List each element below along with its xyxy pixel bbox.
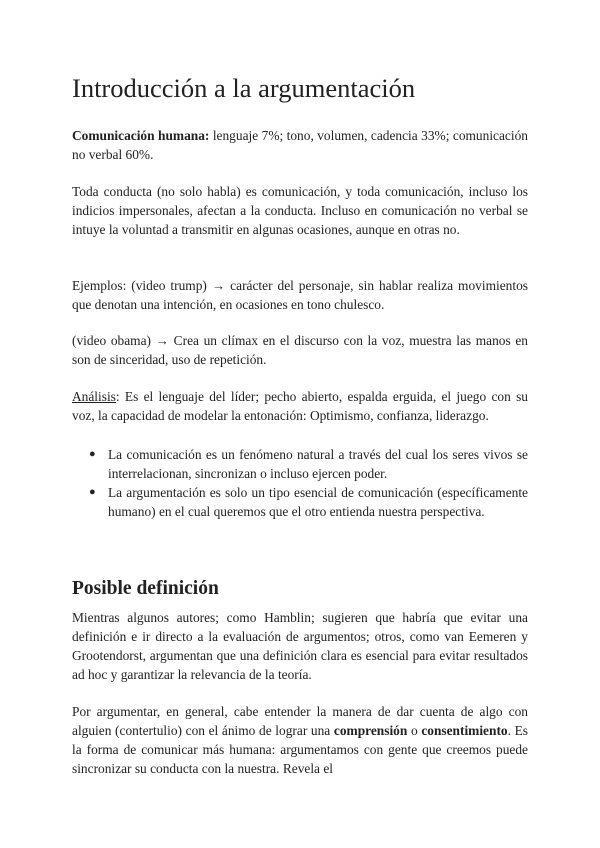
paragraph-text: : Es el lenguaje del líder; pecho abierto, espalda erguida, el juego con su voz, la capacidad de modelar la entonación: Optimismo, confianza, liderazgo. <box>72 389 528 423</box>
paragraph-text: Por argumentar, en general, cabe entender la manera de dar cuenta de algo con alguien (contertulio) con el ánimo de lograr una <box>72 704 528 738</box>
paragraph-text: lenguaje 7%; tono, volumen, cadencia 33%; comunicación no verbal 60%. <box>72 128 528 162</box>
list-item <box>72 483 528 521</box>
paragraph-autores: Mientras algunos autores; como Hamblin; sugieren que habría que evitar una definición e ir directo a la evaluación de argumentos; otros, como van Eemeren y Grootendorst, argumentan que una definición clara es esencial para evitar resultados ad hoc y garantizar la relevancia de la teoría. <box>72 610 528 682</box>
underlined-label: Análisis <box>72 389 116 404</box>
paragraph-argumentar <box>72 702 528 778</box>
list-item-text: La comunicación es un fenómeno natural a través del cual los seres vivos se interrelacionan, sincronizan o incluso ejercen poder. <box>108 447 528 481</box>
bold-term: consentimiento <box>421 723 508 738</box>
paragraph-text: o <box>407 723 422 738</box>
paragraph-comunicacion-humana <box>72 126 528 164</box>
document-title: Introducción a la argumentación <box>72 73 416 103</box>
list-item <box>72 445 528 483</box>
bold-label: Comunicación humana: <box>72 128 210 143</box>
section-heading: Posible definición <box>72 578 219 599</box>
paragraph-ejemplos: Ejemplos: (video trump) → carácter del personaje, sin hablar realiza movimientos que denotan una intención, en ocasiones en tono chulesco. <box>72 278 528 312</box>
bullet-icon: ● <box>89 448 96 460</box>
bold-term: comprensión <box>333 723 408 738</box>
paragraph-conducta: Toda conducta (no solo habla) es comunicación, y toda comunicación, incluso los indicios impersonales, afectan a la conducta. Incluso en comunicación no verbal se intuye la voluntad a transmitir en algunas ocasiones, aunque en otras no. <box>72 184 528 237</box>
paragraph-text: . Es la forma de comunicar más humana: argumentamos con gente que creemos puede sincronizar su conducta con la nuestra. Revela el <box>72 723 528 776</box>
bullet-list <box>72 445 528 521</box>
list-item-text: La argumentación es solo un tipo esencial de comunicación (específicamente humano) en el cual queremos que el otro entienda nuestra perspectiva. <box>108 485 528 519</box>
bullet-icon: ● <box>89 486 96 498</box>
paragraph-analisis <box>72 387 528 425</box>
paragraph-obama: (video obama) → Crea un clímax en el discurso con la voz, muestra las manos en son de sinceridad, uso de repetición. <box>72 333 528 367</box>
